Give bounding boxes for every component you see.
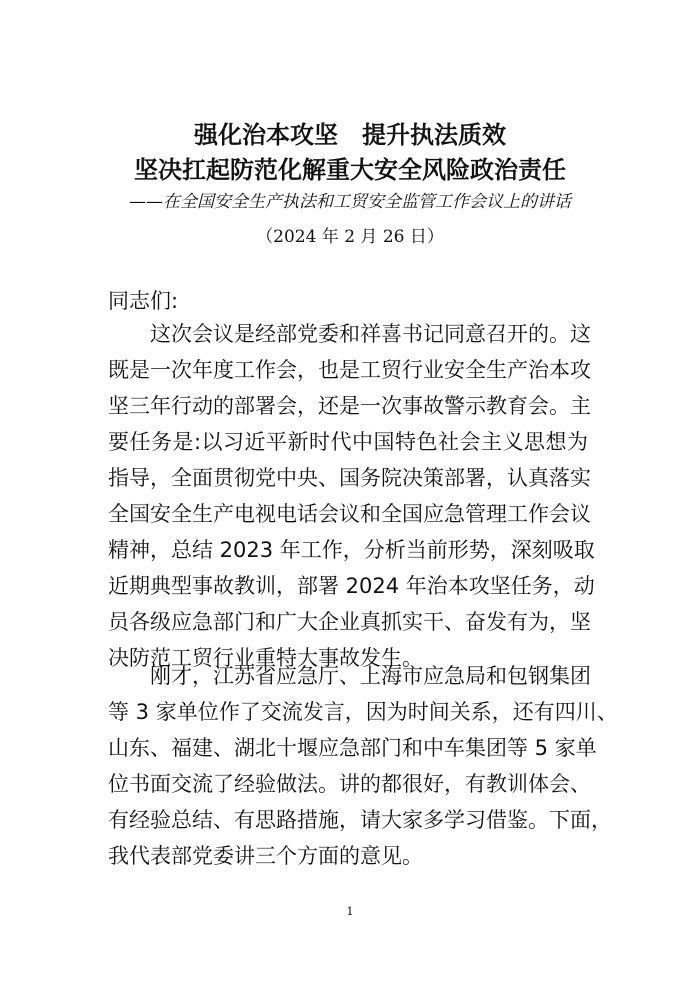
paragraph-line: 有经验总结、有思路措施，请大家多学习借鉴。下面， (108, 808, 612, 832)
paragraph-line: 全国安全生产电视电话会议和全国应急管理工作会议 (108, 502, 591, 526)
salutation: 同志们: (108, 289, 179, 313)
paragraph-line: 这次会议是经部党委和祥喜书记同意召开的。这 (150, 322, 591, 346)
paragraph-line: 员各级应急部门和广大企业真抓实干、奋发有为，坚 (108, 610, 591, 634)
paragraph-line: 山东、福建、湖北十堰应急部门和中车集团等 5 家单 (108, 736, 597, 760)
document-subtitle: ——在全国安全生产执法和工贸安全监管工作会议上的讲话 (129, 192, 571, 212)
paragraph-2 (108, 658, 618, 874)
paragraph-line: 坚三年行动的部署会，还是一次事故警示教育会。主 (108, 394, 591, 418)
speech-date: （2024 年 2 月 26 日） (256, 227, 444, 247)
paragraph-line: 近期典型事故教训，部署 2024 年治本攻坚任务，动 (108, 574, 595, 598)
paragraph-line: 精神，总结 2023 年工作，分析当前形势，深刻吸取 (108, 538, 595, 562)
paragraph-line: 指导，全面贯彻党中央、国务院决策部署，认真落实 (108, 466, 591, 490)
paragraph-line: 等 3 家单位作了交流发言，因为时间关系，还有四川、 (108, 700, 618, 724)
document-title-line-2: 坚决扛起防范化解重大安全风险政治责任 (134, 155, 566, 184)
page-number: 1 (346, 905, 354, 918)
paragraph-line: 刚才，江苏省应急厅、上海市应急局和包钢集团 (150, 664, 591, 688)
paragraph-line: 决防范工贸行业重特大事故发生。 (108, 646, 423, 670)
document-title-line-1: 强化治本攻坚 提升执法质效 (194, 120, 506, 149)
paragraph-line: 要任务是:以习近平新时代中国特色社会主义思想为 (108, 430, 588, 454)
paragraph-line: 位书面交流了经验做法。讲的都很好，有教训体会、 (108, 772, 591, 796)
paragraph-line: 我代表部党委讲三个方面的意见。 (108, 844, 423, 868)
paragraph-line: 既是一次年度工作会，也是工贸行业安全生产治本攻 (108, 358, 591, 382)
